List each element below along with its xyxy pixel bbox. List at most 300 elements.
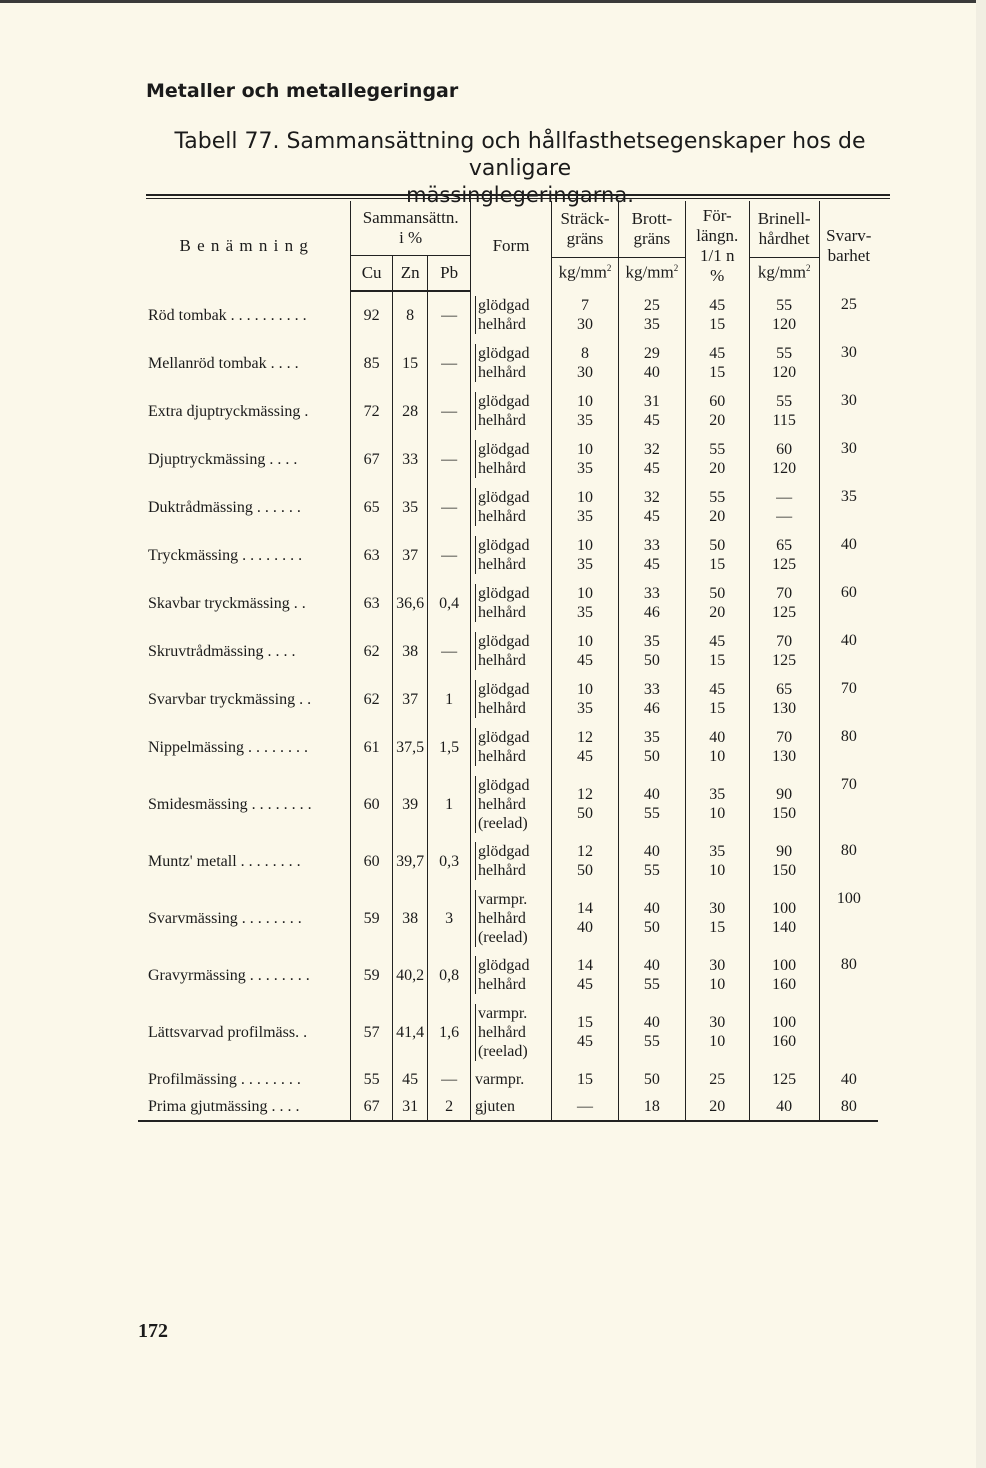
elongation bbox=[685, 999, 749, 1065]
elongation bbox=[685, 579, 749, 627]
form-value: helhård bbox=[477, 316, 526, 333]
elongation-value: 45 bbox=[709, 681, 726, 698]
form-value: helhård bbox=[477, 652, 526, 669]
brinell-hardness-value: 120 bbox=[772, 316, 797, 333]
tensile-strength bbox=[618, 435, 685, 483]
elongation-value: 45 bbox=[709, 633, 726, 650]
elongation-value: 30 bbox=[709, 1014, 726, 1031]
elongation bbox=[685, 1093, 749, 1121]
form-value: helhård bbox=[477, 460, 526, 477]
brinell-hardness bbox=[749, 951, 819, 999]
cu-percent: 60 bbox=[351, 771, 393, 837]
header-form: Form bbox=[470, 201, 551, 291]
form-cell bbox=[470, 771, 551, 837]
form-cell bbox=[470, 999, 551, 1065]
header-elongation: För- längn. 1/1 n % bbox=[685, 201, 749, 291]
form-value: glödgad bbox=[477, 681, 530, 698]
form-value: glödgad bbox=[477, 393, 530, 410]
brinell-hardness-value: 90 bbox=[776, 786, 793, 803]
yield-strength-value: 10 bbox=[576, 585, 593, 602]
cu-percent: 62 bbox=[351, 627, 393, 675]
header-tensile: Brott- gräns $kg/mm^2$ bbox=[618, 201, 685, 291]
header-pb: Pb bbox=[428, 255, 471, 291]
cu-percent: 72 bbox=[351, 387, 393, 435]
elongation bbox=[685, 1065, 749, 1093]
brinell-hardness-value: 120 bbox=[772, 460, 797, 477]
tensile-strength-value: 33 bbox=[643, 585, 660, 602]
tensile-strength-value: 32 bbox=[643, 441, 660, 458]
elongation-value: 25 bbox=[709, 1070, 726, 1088]
tensile-strength bbox=[618, 483, 685, 531]
alloy-name: Duktrådmässing . . . . . . bbox=[148, 498, 301, 516]
cu-percent: 67 bbox=[351, 435, 393, 483]
elongation-value: 30 bbox=[709, 957, 726, 974]
yield-strength bbox=[552, 387, 619, 435]
brinell-hardness bbox=[749, 723, 819, 771]
tensile-strength-value: 45 bbox=[643, 556, 660, 573]
brinell-hardness bbox=[749, 291, 819, 339]
tensile-strength bbox=[618, 1093, 685, 1121]
machinability: 70 bbox=[819, 675, 878, 723]
yield-strength bbox=[552, 627, 619, 675]
form-value: helhård bbox=[477, 412, 526, 429]
pb-percent: 1,6 bbox=[428, 999, 471, 1065]
yield-strength bbox=[552, 675, 619, 723]
yield-strength-value: 15 bbox=[576, 1014, 593, 1031]
zn-percent: 41,4 bbox=[392, 999, 427, 1065]
brinell-hardness-value: 65 bbox=[776, 681, 793, 698]
elongation bbox=[685, 435, 749, 483]
tensile-strength-value: 55 bbox=[643, 805, 660, 822]
table-row bbox=[138, 675, 878, 723]
form-value: helhård bbox=[477, 700, 526, 717]
yield-strength-value: 35 bbox=[576, 556, 593, 573]
yield-strength-value: 45 bbox=[576, 976, 593, 993]
machinability: 80 bbox=[819, 951, 878, 999]
form-value: helhård bbox=[477, 862, 526, 879]
yield-strength-value: 35 bbox=[576, 412, 593, 429]
header-cu: Cu bbox=[351, 255, 393, 291]
zn-percent: 40,2 bbox=[392, 951, 427, 999]
elongation-value: 15 bbox=[709, 556, 726, 573]
form-value: gjuten bbox=[474, 1098, 515, 1115]
form-cell bbox=[470, 627, 551, 675]
elongation-value: 10 bbox=[709, 976, 726, 993]
machinability: 30 bbox=[819, 435, 878, 483]
cu-percent: 61 bbox=[351, 723, 393, 771]
cu-percent: 62 bbox=[351, 675, 393, 723]
alloy-name: Gravyrmässing . . . . . . . . bbox=[148, 966, 310, 984]
form-value: glödgad bbox=[477, 585, 530, 602]
table-row bbox=[138, 483, 878, 531]
form-value: (reelad) bbox=[477, 1042, 528, 1060]
tensile-strength-value: 50 bbox=[643, 748, 660, 765]
machinability: 25 bbox=[819, 291, 878, 339]
form-value: helhård bbox=[477, 604, 526, 621]
yield-strength-value: 10 bbox=[576, 441, 593, 458]
elongation bbox=[685, 771, 749, 837]
header-yield: Sträck- gräns $kg/mm^2$ bbox=[552, 201, 619, 291]
machinability: 80 bbox=[819, 1093, 878, 1121]
tensile-strength-value: 50 bbox=[643, 652, 660, 669]
form-value: glödgad bbox=[477, 957, 530, 974]
table-caption bbox=[140, 128, 900, 209]
tensile-strength-value: 31 bbox=[643, 393, 660, 410]
form-value: varmpr. bbox=[474, 1070, 525, 1088]
alloy-name: Muntz' metall . . . . . . . . bbox=[148, 852, 301, 870]
brinell-hardness-value: 70 bbox=[776, 585, 793, 602]
page-edge bbox=[976, 0, 986, 1468]
yield-strength-value: 14 bbox=[576, 900, 593, 917]
zn-percent: 35 bbox=[392, 483, 427, 531]
tensile-strength-value: 50 bbox=[643, 919, 660, 936]
zn-percent: 33 bbox=[392, 435, 427, 483]
brinell-hardness-value: 125 bbox=[772, 556, 797, 573]
tensile-strength-value: 46 bbox=[643, 700, 660, 717]
header-composition: Sammansättn. i % bbox=[351, 201, 471, 255]
pb-percent: — bbox=[428, 531, 471, 579]
alloy-name: Lättsvarvad profilmäss. . bbox=[148, 1023, 308, 1041]
table-row bbox=[138, 1065, 878, 1093]
elongation bbox=[685, 885, 749, 951]
elongation bbox=[685, 531, 749, 579]
form-cell bbox=[470, 951, 551, 999]
yield-strength-value: — bbox=[576, 1098, 593, 1115]
form-cell bbox=[470, 1065, 551, 1093]
cu-percent: 65 bbox=[351, 483, 393, 531]
pb-percent: 1 bbox=[428, 771, 471, 837]
caption-line-1: Tabell 77. Sammansättning och hållfasthetsegenskaper hos de vanligare bbox=[174, 129, 866, 181]
tensile-strength bbox=[618, 723, 685, 771]
table-row bbox=[138, 579, 878, 627]
cu-percent: 59 bbox=[351, 951, 393, 999]
yield-strength bbox=[552, 483, 619, 531]
tensile-strength bbox=[618, 837, 685, 885]
table-top-rule bbox=[146, 194, 890, 196]
form-value: helhård bbox=[477, 556, 526, 573]
tensile-strength-value: 40 bbox=[643, 843, 660, 860]
tensile-strength-value: 33 bbox=[643, 537, 660, 554]
pb-percent: 0,8 bbox=[428, 951, 471, 999]
tensile-strength bbox=[618, 771, 685, 837]
brinell-hardness bbox=[749, 885, 819, 951]
alloy-name: Prima gjutmässing . . . . bbox=[138, 1093, 351, 1121]
brinell-hardness bbox=[749, 339, 819, 387]
form-value: (reelad) bbox=[477, 928, 528, 946]
elongation bbox=[685, 291, 749, 339]
brinell-hardness-value: 125 bbox=[772, 1070, 797, 1088]
alloy-name: Nippelmässing . . . . . . . . bbox=[148, 738, 308, 756]
zn-percent: 36,6 bbox=[392, 579, 427, 627]
header-zn: Zn bbox=[392, 255, 427, 291]
pb-percent: 0,3 bbox=[428, 837, 471, 885]
tensile-strength-value: 35 bbox=[643, 633, 660, 650]
table-row bbox=[138, 627, 878, 675]
form-value: glödgad bbox=[477, 633, 530, 650]
yield-strength-value: 45 bbox=[576, 652, 593, 669]
yield-strength-value: 8 bbox=[580, 345, 589, 362]
tensile-strength-value: 46 bbox=[643, 604, 660, 621]
elongation bbox=[685, 723, 749, 771]
brinell-hardness-value: 40 bbox=[776, 1098, 793, 1115]
elongation-value: 30 bbox=[709, 900, 726, 917]
brinell-hardness-value: 125 bbox=[772, 652, 797, 669]
yield-strength-value: 12 bbox=[576, 843, 593, 860]
table-row bbox=[138, 951, 878, 999]
tensile-strength bbox=[618, 999, 685, 1065]
elongation-value: 15 bbox=[709, 316, 726, 333]
tensile-strength-value: 40 bbox=[643, 900, 660, 917]
elongation-value: 35 bbox=[709, 843, 726, 860]
machinability: 80 bbox=[819, 723, 878, 771]
brinell-hardness-value: 100 bbox=[772, 900, 797, 917]
alloy-name: Smidesmässing . . . . . . . . bbox=[148, 795, 312, 813]
tensile-strength-value: 29 bbox=[643, 345, 660, 362]
table-row bbox=[138, 771, 878, 837]
brinell-hardness-value: 60 bbox=[776, 441, 793, 458]
yield-strength-value: 40 bbox=[576, 919, 593, 936]
form-cell bbox=[470, 435, 551, 483]
alloy-name: Djuptryckmässing . . . . bbox=[148, 450, 298, 468]
brinell-hardness-value: 100 bbox=[772, 957, 797, 974]
elongation bbox=[685, 387, 749, 435]
form-value: glödgad bbox=[477, 297, 530, 314]
form-value: glödgad bbox=[477, 729, 530, 746]
elongation bbox=[685, 339, 749, 387]
machinability: 30 bbox=[819, 339, 878, 387]
tensile-strength bbox=[618, 291, 685, 339]
elongation-value: 15 bbox=[709, 700, 726, 717]
pb-percent: 2 bbox=[428, 1093, 471, 1121]
tensile-strength-value: 25 bbox=[643, 297, 660, 314]
form-cell bbox=[470, 837, 551, 885]
elongation-value: 10 bbox=[709, 862, 726, 879]
brinell-hardness bbox=[749, 627, 819, 675]
yield-strength-value: 10 bbox=[576, 393, 593, 410]
brinell-hardness-value: 70 bbox=[776, 633, 793, 650]
alloy-name: Röd tombak . . . . . . . . . . bbox=[148, 306, 307, 324]
form-value: helhård bbox=[477, 508, 526, 525]
header-machinability: Svarv- barhet bbox=[819, 201, 878, 291]
form-cell bbox=[470, 339, 551, 387]
brinell-hardness-value: 65 bbox=[776, 537, 793, 554]
cu-percent: 57 bbox=[351, 999, 393, 1065]
table-row bbox=[138, 885, 878, 951]
elongation bbox=[685, 483, 749, 531]
brinell-hardness-value: 160 bbox=[772, 1033, 797, 1050]
yield-strength-value: 35 bbox=[576, 604, 593, 621]
tensile-strength bbox=[618, 627, 685, 675]
zn-percent: 38 bbox=[392, 885, 427, 951]
pb-percent: — bbox=[428, 483, 471, 531]
pb-percent: — bbox=[428, 627, 471, 675]
brinell-hardness bbox=[749, 675, 819, 723]
form-cell bbox=[470, 723, 551, 771]
elongation-value: 45 bbox=[709, 345, 726, 362]
tensile-strength bbox=[618, 339, 685, 387]
tensile-strength-value: 55 bbox=[643, 1033, 660, 1050]
pb-percent: 1,5 bbox=[428, 723, 471, 771]
elongation-value: 40 bbox=[709, 729, 726, 746]
elongation-value: 55 bbox=[709, 441, 726, 458]
yield-strength-value: 12 bbox=[576, 786, 593, 803]
form-cell bbox=[470, 1093, 551, 1121]
machinability: 40 bbox=[819, 627, 878, 675]
elongation-value: 20 bbox=[709, 460, 726, 477]
elongation-value: 15 bbox=[709, 919, 726, 936]
yield-strength bbox=[552, 291, 619, 339]
zn-percent: 39,7 bbox=[392, 837, 427, 885]
form-value: glödgad bbox=[477, 345, 530, 362]
alloy-name: Skruvtrådmässing . . . . bbox=[148, 642, 296, 660]
brinell-hardness-value: 55 bbox=[776, 393, 793, 410]
alloy-name: Svarvbar tryckmässing . . bbox=[148, 690, 312, 708]
tensile-strength bbox=[618, 675, 685, 723]
brinell-hardness bbox=[749, 999, 819, 1065]
zn-percent: 37 bbox=[392, 675, 427, 723]
brinell-hardness bbox=[749, 1093, 819, 1121]
brinell-hardness bbox=[749, 435, 819, 483]
zn-percent: 15 bbox=[392, 339, 427, 387]
brinell-hardness bbox=[749, 837, 819, 885]
machinability: 40 bbox=[819, 1065, 878, 1093]
yield-strength-value: 45 bbox=[576, 1033, 593, 1050]
form-value: glödgad bbox=[477, 776, 530, 794]
form-cell bbox=[470, 675, 551, 723]
table-row bbox=[138, 999, 878, 1065]
form-cell bbox=[470, 291, 551, 339]
page-number: 172 bbox=[138, 1320, 168, 1342]
machinability: 35 bbox=[819, 483, 878, 531]
form-value: varmpr. bbox=[477, 1004, 528, 1022]
yield-strength-value: 12 bbox=[576, 729, 593, 746]
machinability: 80 bbox=[819, 837, 878, 885]
cu-percent: 63 bbox=[351, 579, 393, 627]
running-head: Metaller och metallegeringar bbox=[146, 80, 459, 102]
form-value: glödgad bbox=[477, 537, 530, 554]
tensile-strength-value: 40 bbox=[643, 786, 660, 803]
elongation-value: 20 bbox=[709, 508, 726, 525]
yield-strength-value: 10 bbox=[576, 489, 593, 506]
machinability bbox=[819, 999, 878, 1065]
yield-strength bbox=[552, 885, 619, 951]
table-row bbox=[138, 1093, 878, 1121]
table-row bbox=[138, 339, 878, 387]
form-value: glödgad bbox=[477, 489, 530, 506]
yield-strength-value: 50 bbox=[576, 862, 593, 879]
brinell-hardness-value: — bbox=[776, 489, 793, 506]
table-row bbox=[138, 723, 878, 771]
tensile-strength-value: 45 bbox=[643, 412, 660, 429]
cu-percent: 85 bbox=[351, 339, 393, 387]
elongation-value: 50 bbox=[709, 585, 726, 602]
form-value: helhård bbox=[477, 976, 526, 993]
elongation-value: 20 bbox=[709, 412, 726, 429]
zn-percent: 31 bbox=[392, 1093, 427, 1121]
yield-strength bbox=[552, 771, 619, 837]
pb-percent: — bbox=[428, 291, 471, 339]
brinell-hardness bbox=[749, 1065, 819, 1093]
elongation-value: 20 bbox=[709, 604, 726, 621]
tensile-strength-value: 45 bbox=[643, 460, 660, 477]
elongation-value: 20 bbox=[709, 1098, 726, 1115]
brinell-hardness-value: 55 bbox=[776, 345, 793, 362]
zn-percent: 8 bbox=[392, 291, 427, 339]
zn-percent: 38 bbox=[392, 627, 427, 675]
header-brinell: Brinell- hårdhet $kg/mm^2$ bbox=[749, 201, 819, 291]
elongation-value: 50 bbox=[709, 537, 726, 554]
yield-strength bbox=[552, 951, 619, 999]
brinell-hardness bbox=[749, 387, 819, 435]
machinability: 100 bbox=[819, 885, 878, 951]
cu-percent: 59 bbox=[351, 885, 393, 951]
elongation bbox=[685, 951, 749, 999]
pb-percent: 1 bbox=[428, 675, 471, 723]
brinell-hardness-value: 150 bbox=[772, 805, 797, 822]
form-value: helhård bbox=[477, 909, 526, 927]
zn-percent: 37,5 bbox=[392, 723, 427, 771]
elongation bbox=[685, 675, 749, 723]
elongation-value: 10 bbox=[709, 805, 726, 822]
tensile-strength-value: 45 bbox=[643, 508, 660, 525]
brinell-hardness-value: 150 bbox=[772, 862, 797, 879]
yield-strength-value: 30 bbox=[576, 316, 593, 333]
brinell-hardness-value: 140 bbox=[772, 919, 797, 936]
brinell-hardness-value: 130 bbox=[772, 700, 797, 717]
form-cell bbox=[470, 387, 551, 435]
form-value: glödgad bbox=[477, 843, 530, 860]
cu-percent: 60 bbox=[351, 837, 393, 885]
tensile-strength-value: 18 bbox=[643, 1098, 660, 1115]
table-row bbox=[138, 531, 878, 579]
elongation-value: 60 bbox=[709, 393, 726, 410]
table-top-rule-thin bbox=[146, 198, 890, 199]
zn-percent: 39 bbox=[392, 771, 427, 837]
tensile-strength bbox=[618, 387, 685, 435]
tensile-strength-value: 40 bbox=[643, 957, 660, 974]
tensile-strength-value: 50 bbox=[643, 1070, 660, 1088]
elongation-value: 15 bbox=[709, 652, 726, 669]
pb-percent: — bbox=[428, 339, 471, 387]
header-name: B e n ä m n i n g bbox=[179, 236, 309, 255]
alloy-name: Skavbar tryckmässing . . bbox=[148, 594, 306, 612]
yield-strength-value: 45 bbox=[576, 748, 593, 765]
form-cell bbox=[470, 531, 551, 579]
tensile-strength-value: 40 bbox=[643, 1014, 660, 1031]
brinell-hardness bbox=[749, 483, 819, 531]
yield-strength-value: 35 bbox=[576, 508, 593, 525]
alloy-table bbox=[138, 201, 878, 1122]
tensile-strength bbox=[618, 1065, 685, 1093]
tensile-strength bbox=[618, 579, 685, 627]
elongation-value: 10 bbox=[709, 1033, 726, 1050]
elongation-value: 10 bbox=[709, 748, 726, 765]
page-top-rule bbox=[0, 0, 986, 3]
tensile-strength-value: 55 bbox=[643, 862, 660, 879]
yield-strength bbox=[552, 837, 619, 885]
table-row bbox=[138, 291, 878, 339]
pb-percent: — bbox=[428, 435, 471, 483]
tensile-strength-value: 35 bbox=[643, 316, 660, 333]
yield-strength-value: 10 bbox=[576, 633, 593, 650]
yield-strength-value: 10 bbox=[576, 681, 593, 698]
table-body bbox=[138, 291, 878, 1121]
yield-strength bbox=[552, 723, 619, 771]
machinability: 70 bbox=[819, 771, 878, 837]
brinell-hardness bbox=[749, 579, 819, 627]
pb-percent: — bbox=[428, 387, 471, 435]
table-row bbox=[138, 387, 878, 435]
